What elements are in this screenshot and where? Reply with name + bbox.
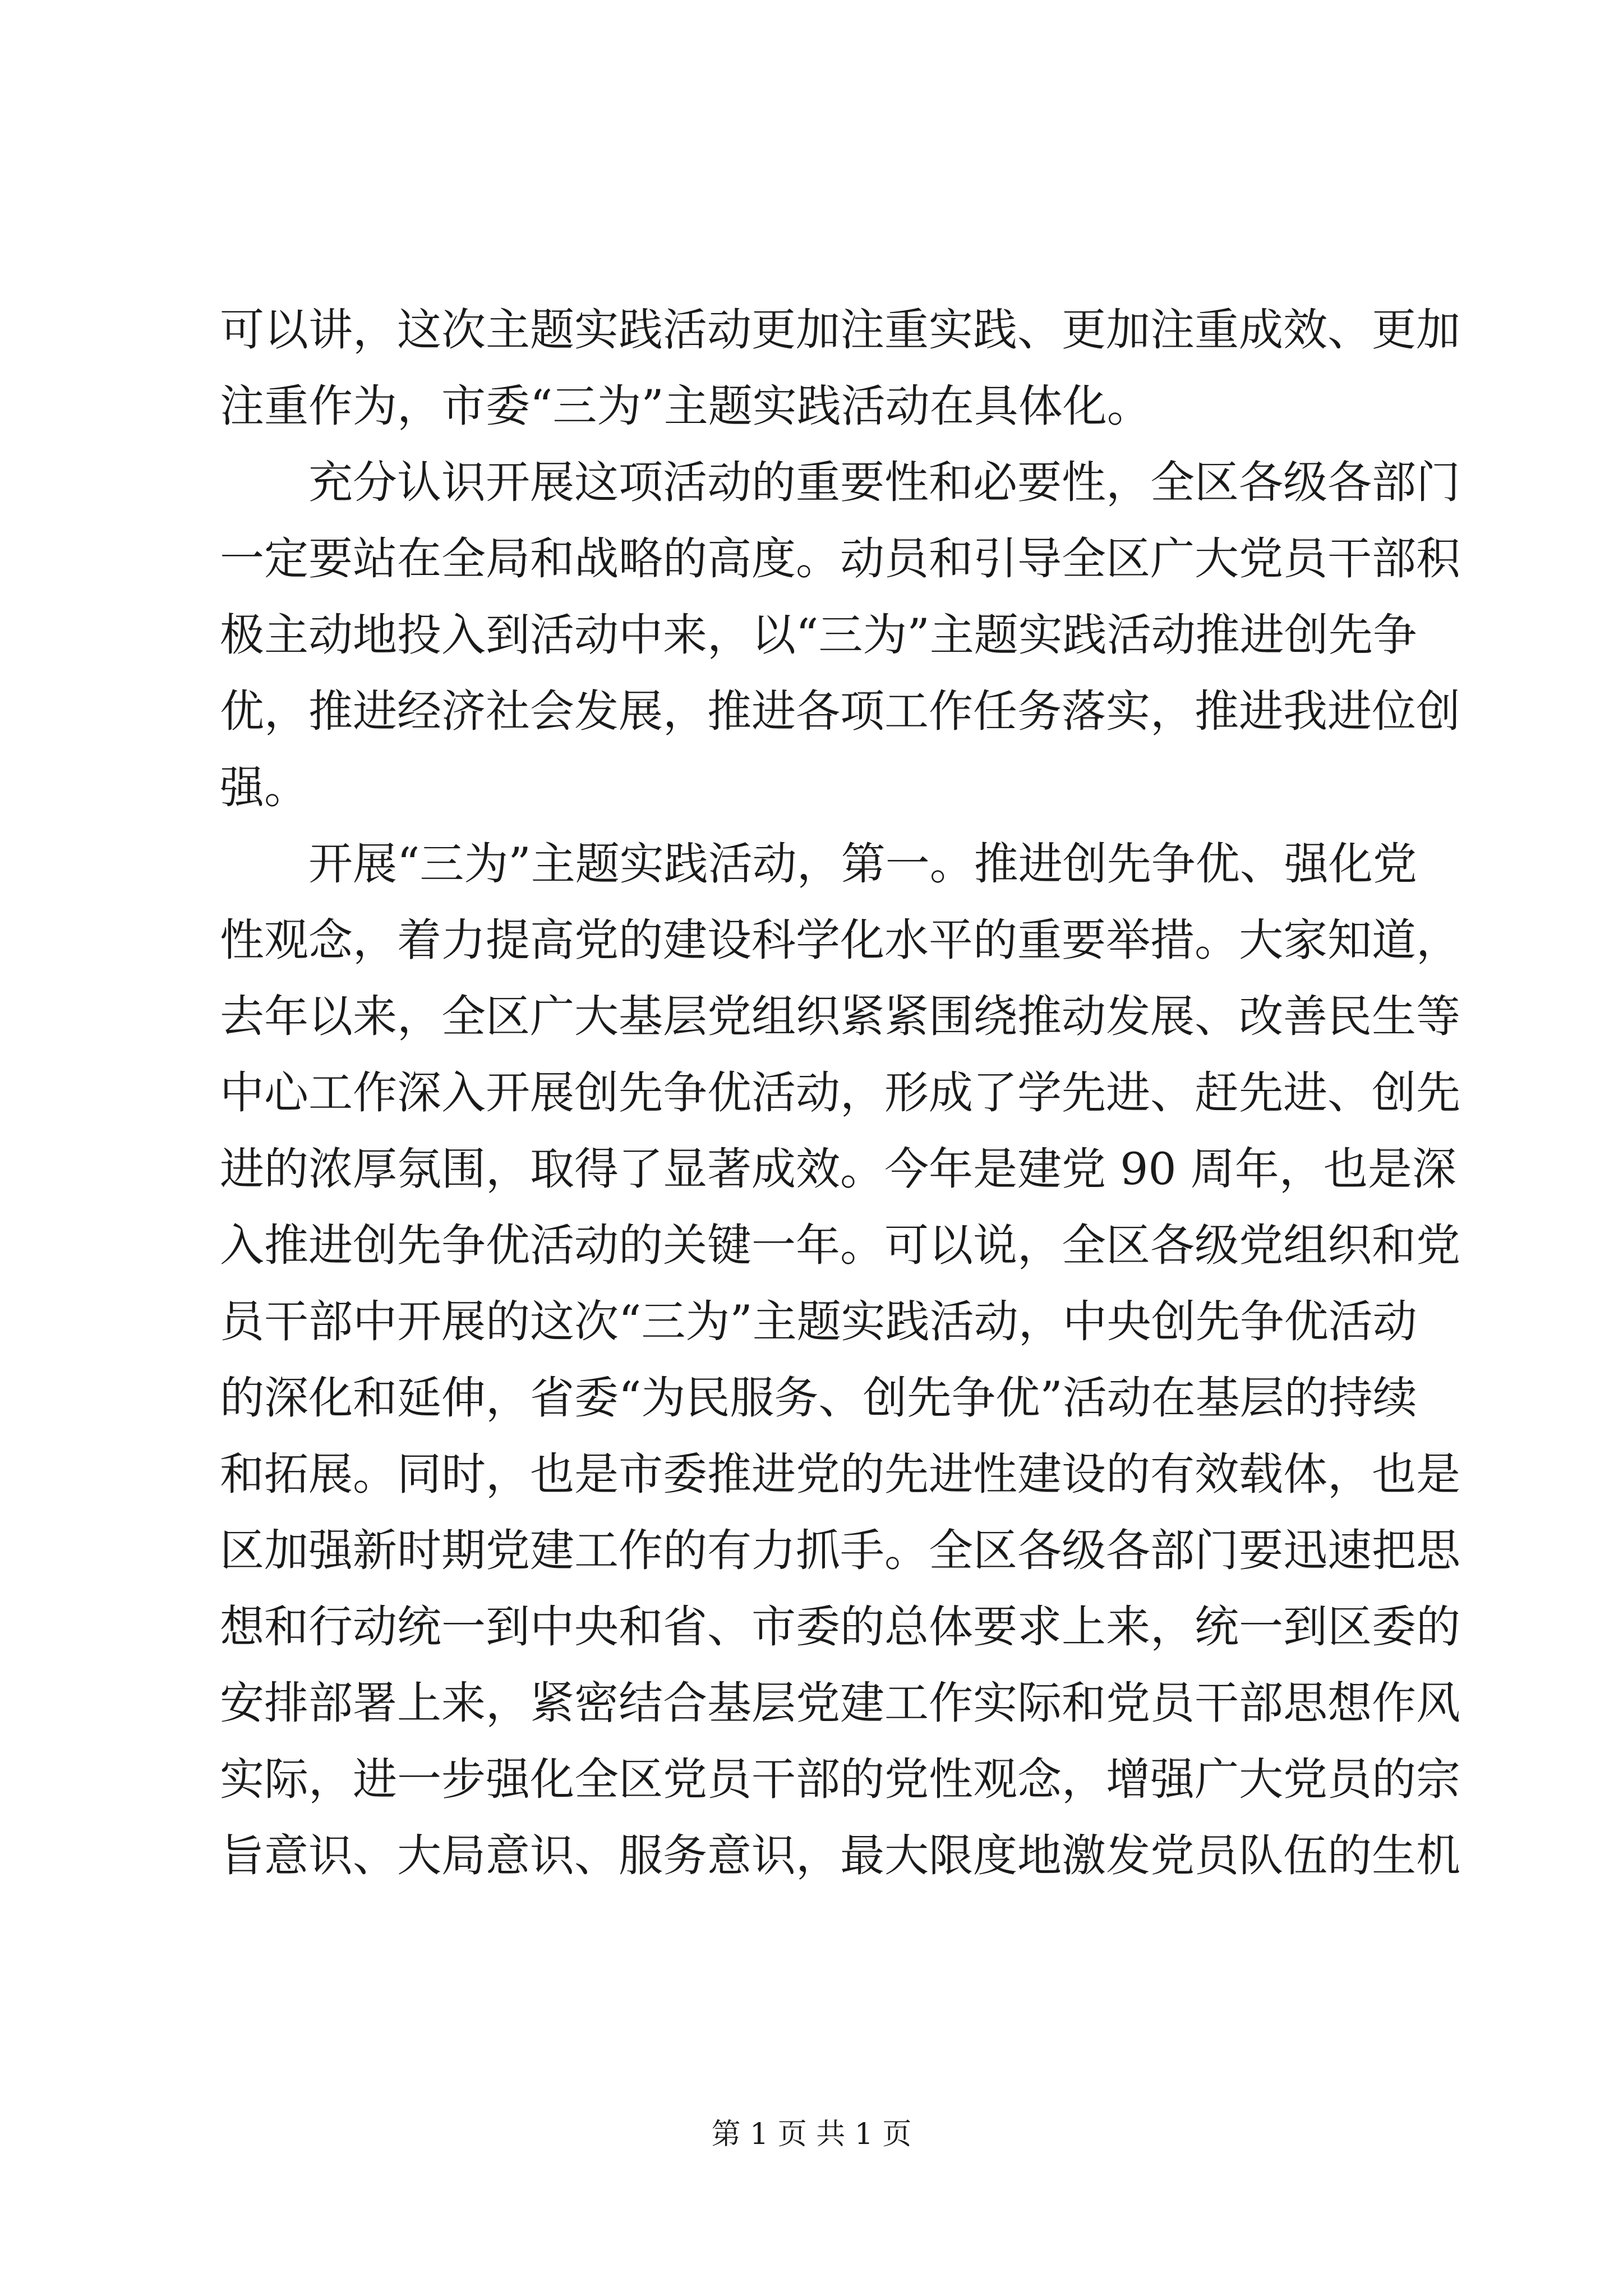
text-line: 可以讲，这次主题实践活动更加注重实践、更加注重成效、更加 xyxy=(220,304,1460,356)
page-footer xyxy=(0,2110,1623,2152)
page-number: 第 1 页 共 1 页 xyxy=(711,2118,912,2151)
text-line: 想和行动统一到中央和省、市委的总体要求上来，统一到区委的 xyxy=(220,1601,1460,1653)
text-line: 强。 xyxy=(220,762,308,813)
text-line: 极主动地投入到活动中来，以“三为”主题实践活动推进创先争 xyxy=(220,609,1417,661)
text-line: 和拓展。同时，也是市委推进党的先进性建设的有效载体，也是 xyxy=(220,1448,1460,1500)
text-line: 一定要站在全局和战略的高度。动员和引导全区广大党员干部积 xyxy=(220,533,1460,585)
text-line: 性观念，着力提高党的建设科学化水平的重要举措。大家知道， xyxy=(220,914,1460,966)
text-line: 入推进创先争优活动的关键一年。可以说，全区各级党组织和党 xyxy=(220,1220,1460,1271)
text-line: 进的浓厚氛围，取得了显著成效。今年是建党 90 周年，也是深 xyxy=(220,1143,1456,1195)
text-line: 开展“三为”主题实践活动，第一。推进创先争优、强化党 xyxy=(308,838,1417,890)
text-line: 注重作为，市委“三为”主题实践活动在具体化。 xyxy=(220,380,1151,432)
paragraph-1 xyxy=(220,292,1460,444)
text-line: 的深化和延伸，省委“为民服务、创先争优”活动在基层的持续 xyxy=(220,1372,1417,1424)
text-line: 中心工作深入开展创先争优活动，形成了学先进、赶先进、创先 xyxy=(220,1067,1460,1119)
text-line: 员干部中开展的这次“三为”主题实践活动，中央创先争优活动 xyxy=(220,1296,1417,1347)
text-line: 实际，进一步强化全区党员干部的党性观念，增强广大党员的宗 xyxy=(220,1754,1460,1805)
text-line: 去年以来，全区广大基层党组织紧紧围绕推动发展、改善民生等 xyxy=(220,991,1460,1042)
text-line: 充分认识开展这项活动的重要性和必要性，全区各级各部门 xyxy=(308,457,1460,508)
text-line: 优，推进经济社会发展，推进各项工作任务落实，推进我进位创 xyxy=(220,685,1460,737)
text-line: 区加强新时期党建工作的有力抓手。全区各级各部门要迅速把思 xyxy=(220,1525,1460,1576)
paragraph-2 xyxy=(220,444,1460,826)
text-line: 安排部署上来，紧密结合基层党建工作实际和党员干部思想作风 xyxy=(220,1677,1460,1729)
text-line: 旨意识、大局意识、服务意识，最大限度地激发党员队伍的生机 xyxy=(220,1830,1460,1881)
paragraph-3 xyxy=(220,826,1460,1894)
document-body xyxy=(220,292,1460,1894)
